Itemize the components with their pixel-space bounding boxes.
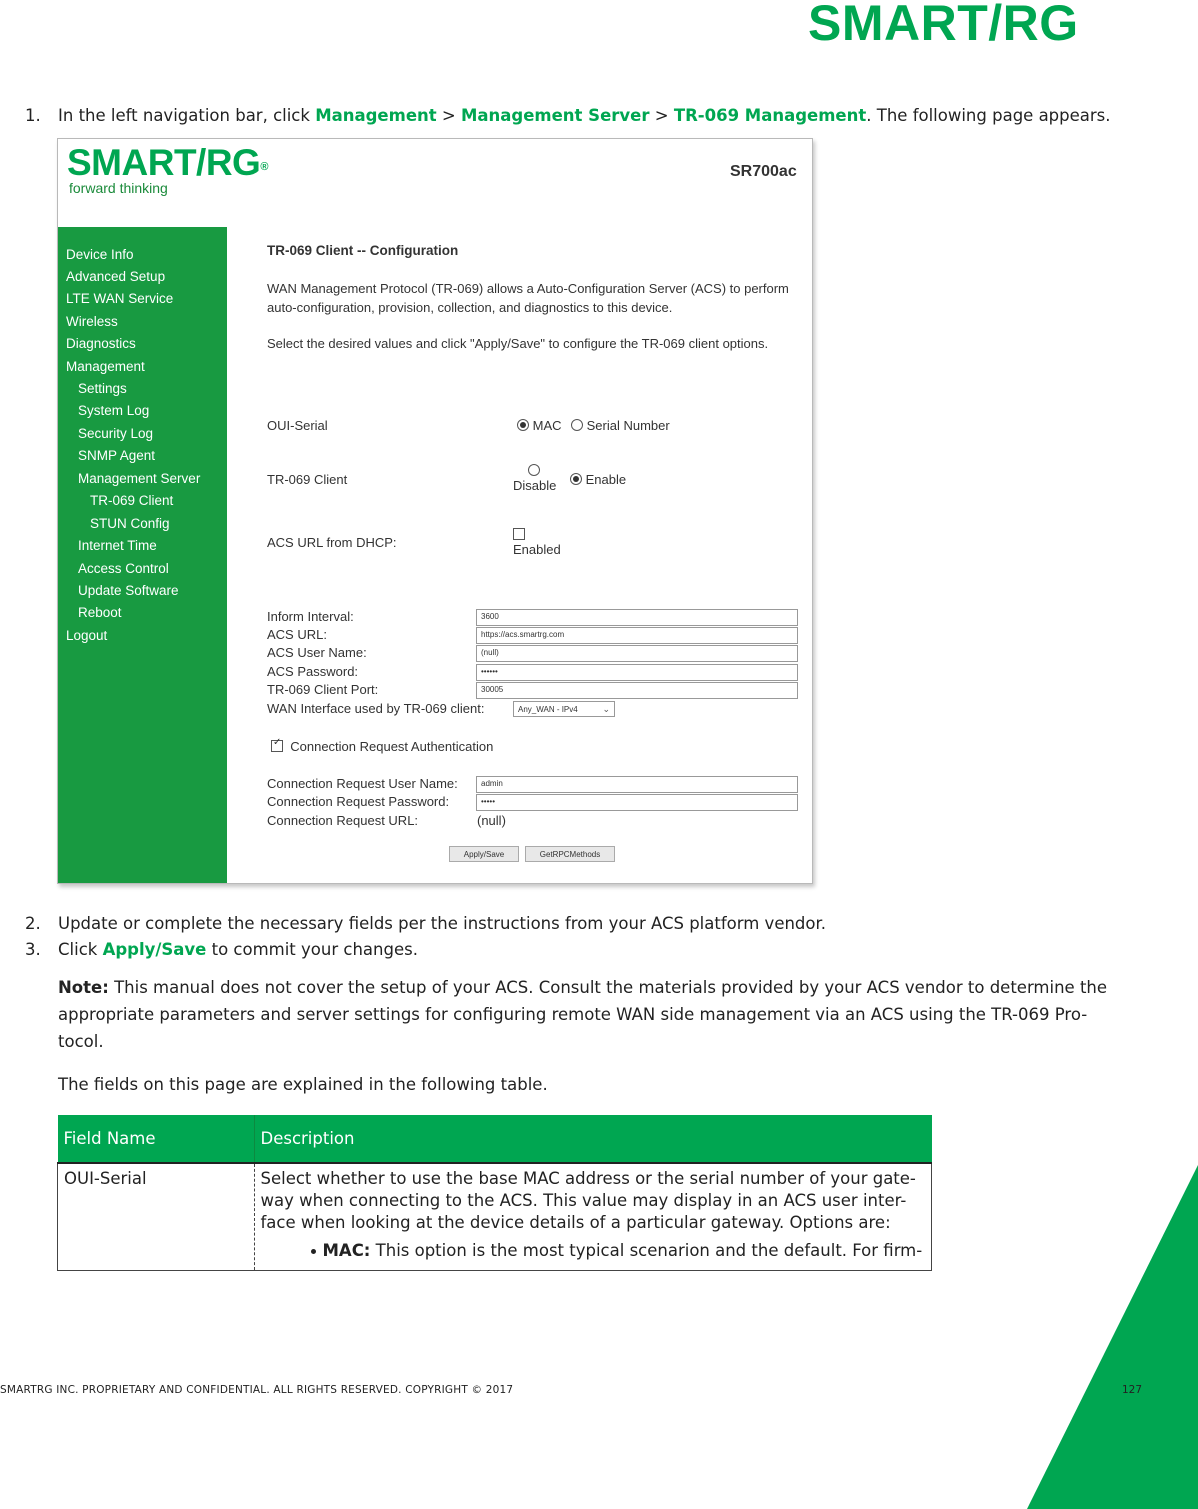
- step-3: [25, 939, 418, 961]
- nav-reboot[interactable]: Reboot: [78, 605, 122, 620]
- step-text: Update or complete the necessary fields per the instructions from your ACS platform vendor.: [58, 914, 827, 933]
- conn-auth-checkbox[interactable]: ✓ Connection Request Authentication: [273, 737, 494, 754]
- conn-url-value: (null): [477, 813, 506, 828]
- radio-selected-icon[interactable]: [517, 419, 529, 431]
- nav-access-control[interactable]: Access Control: [78, 561, 169, 576]
- table-cell-field: OUI-Serial: [58, 1163, 255, 1271]
- radio-icon[interactable]: [571, 419, 583, 431]
- nav-snmp-agent[interactable]: SNMP Agent: [78, 448, 156, 463]
- wan-interface-select[interactable]: Any_WAN - IPv4 ⌄: [513, 701, 615, 717]
- client-enable-option[interactable]: Enable: [570, 472, 626, 487]
- screenshot-tagline: forward thinking: [69, 180, 168, 196]
- screenshot-sidebar: [58, 227, 227, 883]
- footer-copyright: SMARTRG INC. PROPRIETARY AND CONFIDENTIAL. ALL RIGHTS RESERVED. COPYRIGHT © 2017: [0, 1384, 514, 1396]
- link-apply-save[interactable]: Apply/Save: [102, 940, 207, 959]
- device-model: SR700ac: [730, 163, 797, 180]
- nav-tr069-client[interactable]: TR-069 Client: [90, 493, 174, 508]
- screenshot-logo: SMART/RG®: [67, 142, 268, 183]
- nav-wireless[interactable]: Wireless: [66, 314, 118, 329]
- wan-interface-label: WAN Interface used by TR-069 client:: [267, 701, 485, 716]
- nav-device-info[interactable]: Device Info: [66, 247, 134, 262]
- inform-interval-label: Inform Interval:: [267, 609, 354, 624]
- bullet-label: MAC:: [322, 1241, 371, 1260]
- acs-password-label: ACS Password:: [267, 664, 359, 679]
- config-intro: WAN Management Protocol (TR-069) allows a Auto-Configuration Server (ACS) to perform auto-configuration, provision, collection, and diagnostics to this device.: [267, 281, 789, 315]
- brand-logo: SMART/RG: [808, 0, 1079, 51]
- note-label: Note:: [58, 978, 109, 997]
- client-port-label: TR-069 Client Port:: [267, 682, 379, 697]
- config-instruction: Select the desired values and click "Apply/Save" to configure the TR-069 client options.: [267, 336, 769, 351]
- step-text: In the left navigation bar, click: [58, 106, 316, 125]
- nav-logout[interactable]: Logout: [66, 628, 108, 643]
- client-disable-option[interactable]: Disable: [513, 463, 555, 493]
- radio-selected-icon[interactable]: [570, 473, 582, 485]
- fields-table: [57, 1115, 932, 1271]
- acs-password-input[interactable]: ••••••: [476, 664, 798, 681]
- config-title: TR-069 Client -- Configuration: [267, 243, 459, 258]
- acs-dhcp-label: ACS URL from DHCP:: [267, 535, 397, 550]
- radio-icon[interactable]: [528, 464, 540, 476]
- get-rpc-methods-button[interactable]: GetRPCMethods: [525, 846, 615, 862]
- nav-management[interactable]: Management: [66, 359, 145, 374]
- table-header-row: [58, 1115, 932, 1163]
- oui-mac-option[interactable]: MAC: [517, 418, 562, 433]
- nav-lte-wan-service[interactable]: LTE WAN Service: [66, 291, 174, 306]
- table-header-description: Description: [254, 1115, 932, 1163]
- nav-security-log[interactable]: Security Log: [78, 426, 154, 441]
- acs-username-input[interactable]: (null): [476, 645, 798, 662]
- bullet-item: [261, 1240, 926, 1262]
- bullet-text: This option is the most typical scenarion and the default. For firm-: [370, 1241, 923, 1260]
- nav-system-log[interactable]: System Log: [78, 403, 150, 418]
- step-text: Click: [58, 940, 103, 959]
- nav-update-software[interactable]: Update Software: [78, 583, 179, 598]
- step-number: 1.: [25, 106, 41, 125]
- chevron-down-icon: ⌄: [602, 704, 610, 714]
- acs-url-label: ACS URL:: [267, 627, 327, 642]
- note-text: This manual does not cover the setup of your ACS. Consult the materials provided by your ACS vendor to determine the appropriate parameters and server settings for configuring remote WAN side management via an ACS using the TR-069 Pro-tocol.: [58, 978, 1108, 1051]
- nav-management-server[interactable]: Management Server: [78, 471, 201, 486]
- nav-settings[interactable]: Settings: [78, 381, 127, 396]
- breadcrumb-separator: >: [436, 106, 461, 125]
- note-paragraph: [58, 974, 1128, 1055]
- link-management-server[interactable]: Management Server: [460, 106, 650, 125]
- conn-password-label: Connection Request Password:: [267, 794, 450, 809]
- step-text-suffix: . The following page appears.: [866, 106, 1111, 125]
- table-header-field-name: Field Name: [58, 1115, 255, 1163]
- nav-diagnostics[interactable]: Diagnostics: [66, 336, 136, 351]
- screenshot-content: [267, 139, 807, 883]
- checkbox-checked-icon[interactable]: ✓: [271, 740, 283, 752]
- step-number: 2.: [25, 914, 41, 933]
- link-tr069-management[interactable]: TR-069 Management: [673, 106, 867, 125]
- green-corner-triangle: [1027, 1165, 1198, 1509]
- step-1: [25, 105, 1111, 127]
- link-management[interactable]: Management: [315, 106, 437, 125]
- table-row: [58, 1163, 932, 1271]
- description-text: Select whether to use the base MAC address or the serial number of your gate-way when connecting to the ACS. This value may display in an ACS user inter-face when looking at the device details of a particular gateway. Options are:: [260, 1169, 916, 1232]
- step-text-suffix: to commit your changes.: [206, 940, 418, 959]
- client-port-input[interactable]: 30005: [476, 682, 798, 699]
- table-cell-description: [254, 1163, 932, 1271]
- conn-url-label: Connection Request URL:: [267, 813, 419, 828]
- registered-mark: ®: [260, 161, 268, 173]
- apply-save-button[interactable]: Apply/Save: [449, 846, 519, 862]
- conn-password-input[interactable]: •••••: [476, 794, 798, 811]
- conn-username-input[interactable]: admin: [476, 776, 798, 793]
- nav-advanced-setup[interactable]: Advanced Setup: [66, 269, 166, 284]
- step-number: 3.: [25, 940, 41, 959]
- checkbox-icon[interactable]: [513, 528, 525, 540]
- nav-stun-config[interactable]: STUN Config: [90, 516, 170, 531]
- router-ui-screenshot: [57, 138, 813, 884]
- inform-interval-input[interactable]: 3600: [476, 609, 798, 626]
- acs-dhcp-checkbox[interactable]: Enabled: [513, 527, 561, 557]
- tr069-client-label: TR-069 Client: [267, 472, 348, 487]
- conn-username-label: Connection Request User Name:: [267, 776, 458, 791]
- oui-serial-label: OUI-Serial: [267, 418, 328, 433]
- breadcrumb-separator: >: [649, 106, 674, 125]
- nav-internet-time[interactable]: Internet Time: [78, 538, 157, 553]
- table-intro: The fields on this page are explained in the following table.: [58, 1075, 548, 1094]
- oui-serial-option[interactable]: Serial Number: [571, 418, 670, 433]
- acs-url-input[interactable]: https://acs.smartrg.com: [476, 627, 798, 644]
- acs-username-label: ACS User Name:: [267, 645, 367, 660]
- page-number: 127: [1122, 1384, 1143, 1396]
- step-2: [25, 913, 826, 935]
